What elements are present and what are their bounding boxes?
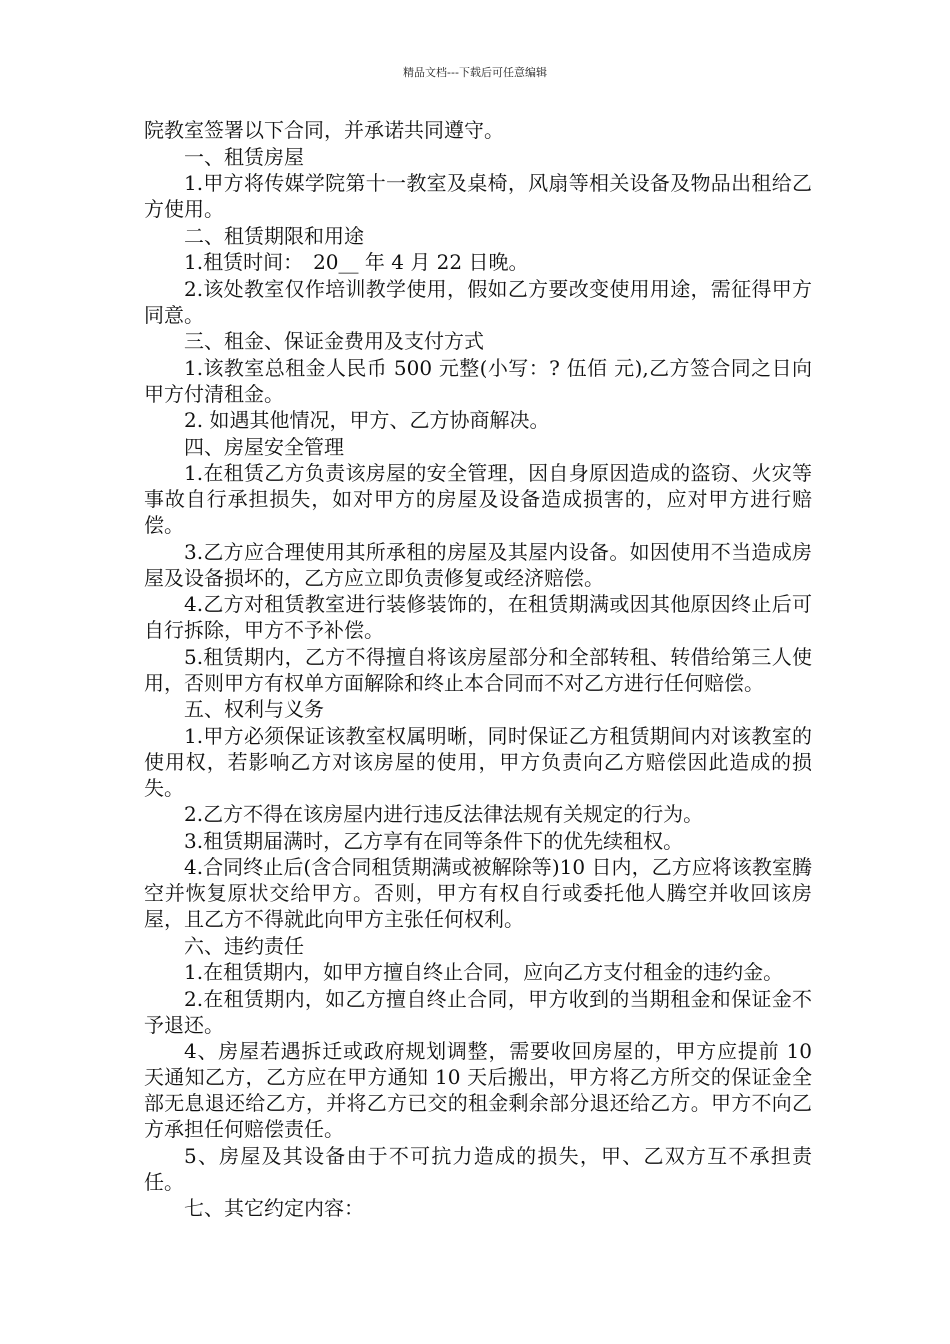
section-heading-term-and-use: 二、租赁期限和用途 — [184, 223, 364, 248]
clause-paragraph: 4.乙方对租赁教室进行装修装饰的，在租赁期满或因其他原因终止后可自行拆除，甲方不予补偿。 — [144, 592, 812, 642]
clause-paragraph: 4、房屋若遇拆迁或政府规划调整，需要收回房屋的，甲方应提前 10 天通知乙方，乙方应在甲方通知 10 天后搬出，甲方将乙方所交的保证金全部无息退还给乙方，并将乙方已交的租金剩余部分退还给乙方。甲方不向乙方承担任何赔偿责任。 — [144, 1039, 812, 1141]
clause-paragraph: 2.该处教室仅作培训教学使用，假如乙方要改变使用用途，需征得甲方同意。 — [144, 276, 812, 327]
contract-body — [144, 117, 812, 1222]
intro-paragraph: 院教室签署以下合同，并承诺共同遵守。 — [144, 118, 504, 142]
clause-paragraph: 3.乙方应合理使用其所承租的房屋及其屋内设备。如因使用不当造成房屋及设备损坏的，乙方应立即负责修复或经济赔偿。 — [144, 539, 812, 590]
clause-paragraph: 2.乙方不得在该房屋内进行违反法律法规有关规定的行为。 — [184, 802, 704, 826]
clause-paragraph: 1.在租赁乙方负责该房屋的安全管理，因自身原因造成的盗窃、火灾等事故自行承担损失，如对甲方的房屋及设备造成损害的，应对甲方进行赔偿。 — [144, 461, 812, 537]
section-heading-rental-premises: 一、租赁房屋 — [184, 144, 304, 169]
clause-paragraph: 2.在租赁期内，如乙方擅自终止合同，甲方收到的当期租金和保证金不予退还。 — [144, 986, 812, 1037]
clause-paragraph: 1.租赁时间： 20__ 年 4 月 22 日晚。 — [184, 250, 529, 274]
section-heading-rights-and-obligations: 五、权利与义务 — [184, 697, 324, 721]
clause-paragraph: 3.租赁期届满时，乙方享有在同等条件下的优先续租权。 — [184, 828, 684, 853]
section-heading-other-terms: 七、其它约定内容： — [184, 1196, 364, 1220]
page-header: 精品文档---下载后可任意编辑 — [403, 66, 547, 79]
section-heading-safety-management: 四、房屋安全管理 — [184, 434, 344, 459]
clause-paragraph: 5.租赁期内，乙方不得擅自将该房屋部分和全部转租、转借给第三人使用，否则甲方有权单方面解除和终止本合同而不对乙方进行任何赔偿。 — [144, 644, 812, 695]
clause-paragraph: 4.合同终止后(含合同租赁期满或被解除等)10 日内，乙方应将该教室腾空并恢复原状交给甲方。否则，甲方有权自行或委托他人腾空并收回该房屋，且乙方不得就此向甲方主张任何权利。 — [144, 855, 812, 931]
clause-paragraph: 5、房屋及其设备由于不可抗力造成的损失，甲、乙双方互不承担责任。 — [144, 1143, 812, 1194]
section-heading-rent-and-deposit: 三、租金、保证金费用及支付方式 — [184, 329, 484, 353]
clause-paragraph: 2. 如遇其他情况，甲方、乙方协商解决。 — [184, 408, 550, 432]
section-heading-liability: 六、违约责任 — [184, 933, 304, 958]
clause-paragraph: 1.甲方将传媒学院第十一教室及桌椅，风扇等相关设备及物品出租给乙方使用。 — [144, 171, 812, 221]
clause-paragraph: 1.该教室总租金人民币 500 元整(小写：? 伍佰 元),乙方签合同之日向甲方付清租金。 — [144, 355, 812, 406]
clause-paragraph: 1.在租赁期内，如甲方擅自终止合同，应向乙方支付租金的违约金。 — [184, 960, 784, 984]
clause-paragraph: 1.甲方必须保证该教室权属明晰，同时保证乙方租赁期间内对该教室的使用权，若影响乙方对该房屋的使用，甲方负责向乙方赔偿因此造成的损失。 — [144, 723, 812, 800]
